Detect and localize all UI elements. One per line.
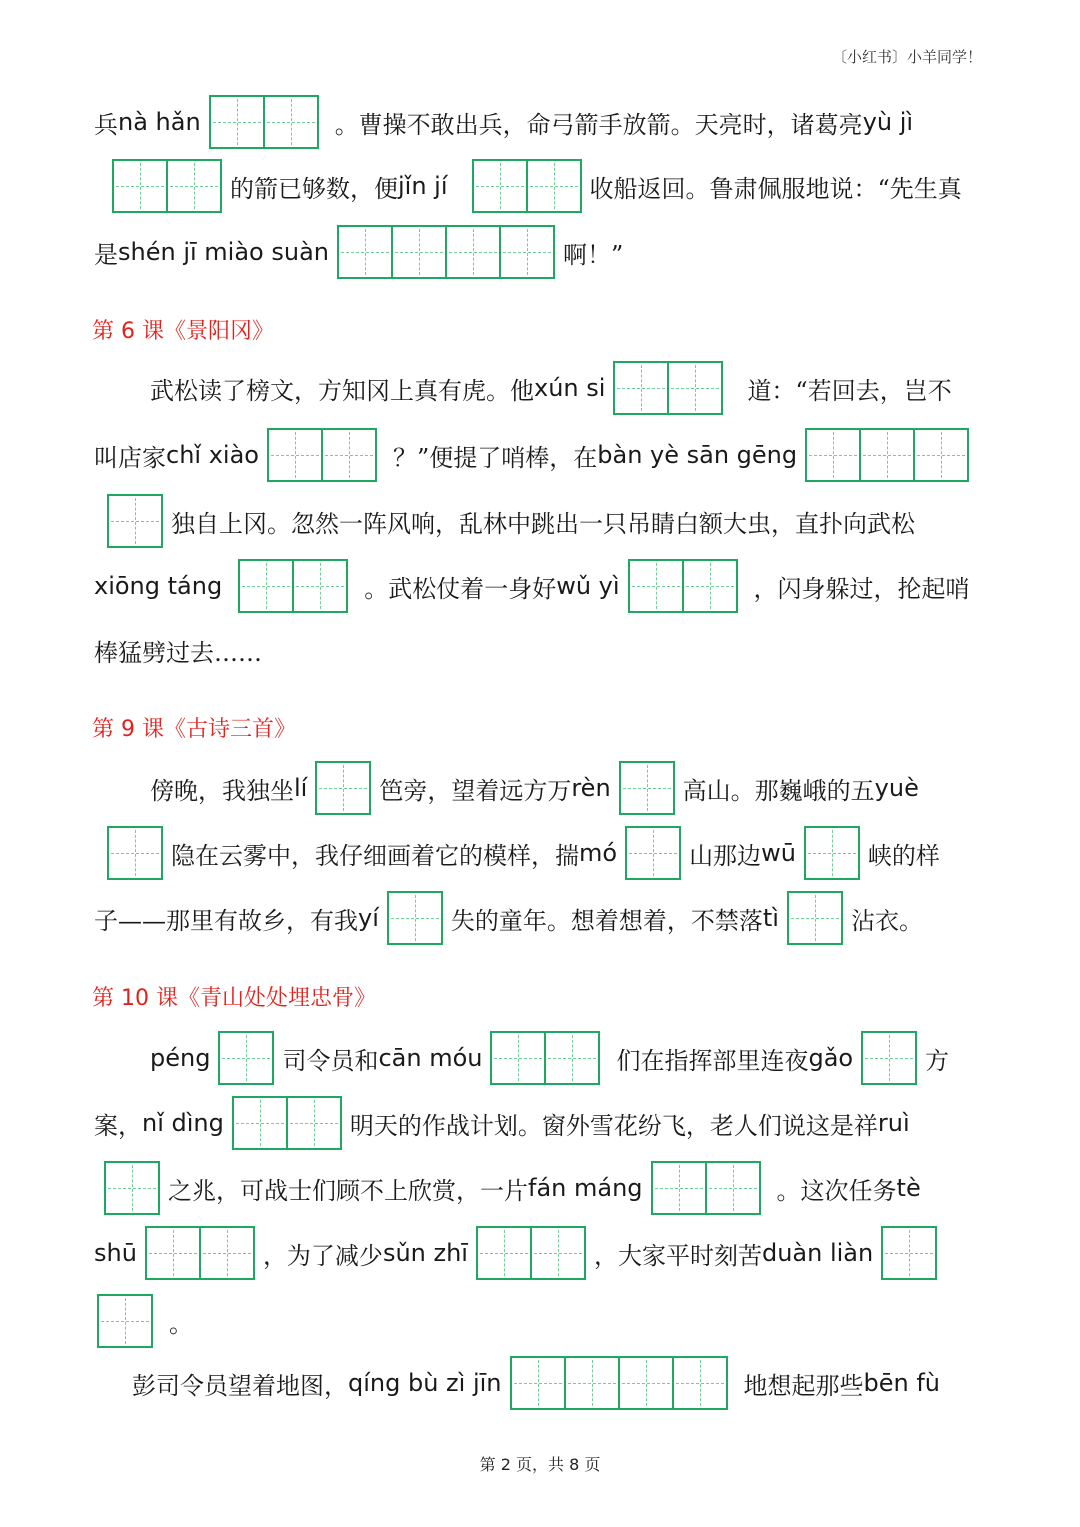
pinyin: bēn fù	[863, 1369, 940, 1397]
grid-cell[interactable]	[859, 428, 915, 482]
pinyin: gǎo	[808, 1044, 854, 1072]
page-number: 第 2 页，共 8 页	[479, 1455, 601, 1474]
grid-cell[interactable]	[682, 559, 738, 613]
grid-cell[interactable]	[564, 1356, 620, 1410]
answer-grid[interactable]	[613, 361, 723, 415]
grid-cell[interactable]	[476, 1226, 532, 1280]
pinyin: mó	[579, 839, 618, 867]
answer-grid[interactable]	[804, 826, 860, 880]
text-line: 。	[0, 1293, 1080, 1349]
text-line: 叫店家 chǐ xiào ？”便提了哨棒，在 bàn yè sān gēng	[0, 427, 1080, 483]
pinyin: péng	[150, 1044, 211, 1072]
grid-cell[interactable]	[97, 1294, 153, 1348]
grid-cell[interactable]	[628, 559, 684, 613]
answer-grid[interactable]	[337, 225, 555, 279]
grid-cell[interactable]	[625, 826, 681, 880]
pinyin: yí	[358, 904, 379, 932]
grid-cell[interactable]	[510, 1356, 566, 1410]
grid-cell[interactable]	[337, 225, 393, 279]
pinyin: tì	[762, 904, 779, 932]
grid-cell[interactable]	[292, 559, 348, 613]
text-line: 案， nǐ dìng 明天的作战计划。窗外雪花纷飞，老人们说这是祥 ruì	[0, 1095, 1080, 1151]
lesson-title: 第 6 课《景阳冈》	[92, 319, 274, 344]
answer-grid[interactable]	[787, 891, 843, 945]
text-line: 是 shén jī miào suàn 啊！”	[0, 224, 1080, 280]
answer-grid[interactable]	[107, 826, 163, 880]
text-line: 彭司令员望着地图， qíng bù zì jīn 地想起那些 bēn fù	[0, 1355, 1080, 1411]
answer-grid[interactable]	[628, 559, 738, 613]
grid-cell[interactable]	[881, 1226, 937, 1280]
answer-grid[interactable]	[112, 159, 222, 213]
pinyin: ruì	[877, 1109, 910, 1137]
text-line: 武松读了榜文，方知冈上真有虎。他 xún si 道：“若回去，岂不	[0, 360, 1080, 416]
pinyin: nǐ dìng	[142, 1109, 224, 1137]
grid-cell[interactable]	[804, 826, 860, 880]
answer-grid[interactable]	[651, 1161, 761, 1215]
answer-grid[interactable]	[238, 559, 348, 613]
answer-grid[interactable]	[881, 1226, 937, 1280]
grid-cell[interactable]	[321, 428, 377, 482]
pinyin: fán máng	[528, 1174, 643, 1202]
grid-cell[interactable]	[445, 225, 501, 279]
pinyin: jǐn jí	[398, 172, 448, 200]
text-line: 子——那里有故乡，有我 yí 失的童年。想着想着，不禁落 tì 沾衣。	[0, 890, 1080, 946]
grid-cell[interactable]	[232, 1096, 288, 1150]
text-line: xiōng táng 。武松仗着一身好 wǔ yì ，闪身躲过，抡起哨	[0, 558, 1080, 614]
pinyin: chǐ xiào	[166, 441, 259, 469]
grid-cell[interactable]	[913, 428, 969, 482]
pinyin: qíng bù zì jīn	[348, 1369, 502, 1397]
pinyin: shū	[94, 1239, 137, 1267]
answer-grid[interactable]	[267, 428, 377, 482]
grid-cell[interactable]	[667, 361, 723, 415]
pinyin: wǔ yì	[556, 572, 620, 600]
grid-cell[interactable]	[530, 1226, 586, 1280]
pinyin: shén jī miào suàn	[118, 238, 329, 266]
grid-cell[interactable]	[613, 361, 669, 415]
grid-cell[interactable]	[526, 159, 582, 213]
answer-grid[interactable]	[104, 1161, 160, 1215]
answer-grid[interactable]	[476, 1226, 586, 1280]
grid-cell[interactable]	[651, 1161, 707, 1215]
text-line: 隐在云雾中，我仔细画着它的模样，揣 mó 山那边 wū 峡的样	[0, 825, 1080, 881]
grid-cell[interactable]	[267, 428, 323, 482]
grid-cell[interactable]	[618, 1356, 674, 1410]
answer-grid[interactable]	[861, 1031, 917, 1085]
grid-cell[interactable]	[619, 761, 675, 815]
answer-grid[interactable]	[107, 494, 163, 548]
answer-grid[interactable]	[805, 428, 969, 482]
answer-grid[interactable]	[387, 891, 443, 945]
answer-grid[interactable]	[97, 1294, 153, 1348]
pinyin: duàn liàn	[761, 1239, 874, 1267]
text-line: 兵 nà hǎn 。曹操不敢出兵，命弓箭手放箭。天亮时，诸葛亮 yù jì	[0, 94, 1080, 150]
grid-cell[interactable]	[112, 159, 168, 213]
grid-cell[interactable]	[861, 1031, 917, 1085]
grid-cell[interactable]	[787, 891, 843, 945]
text-line: 独自上冈。忽然一阵风响，乱林中跳出一只吊睛白额大虫，直扑向武松	[0, 493, 1080, 549]
lesson-title: 第 9 课《古诗三首》	[92, 717, 296, 742]
pinyin: lí	[294, 774, 308, 802]
answer-grid[interactable]	[232, 1096, 342, 1150]
grid-cell[interactable]	[315, 761, 371, 815]
text-line: 的箭已够数，便 jǐn jí 收船返回。鲁肃佩服地说：“先生真	[0, 158, 1080, 214]
pinyin: tè	[896, 1174, 921, 1202]
grid-cell[interactable]	[499, 225, 555, 279]
grid-cell[interactable]	[490, 1031, 546, 1085]
pinyin: cān móu	[378, 1044, 483, 1072]
answer-grid[interactable]	[472, 159, 582, 213]
grid-cell[interactable]	[107, 494, 163, 548]
grid-cell[interactable]	[472, 159, 528, 213]
answer-grid[interactable]	[209, 95, 319, 149]
pinyin: xún si	[534, 374, 606, 402]
answer-grid[interactable]	[218, 1031, 274, 1085]
answer-grid[interactable]	[490, 1031, 600, 1085]
grid-cell[interactable]	[286, 1096, 342, 1150]
grid-cell[interactable]	[107, 826, 163, 880]
grid-cell[interactable]	[209, 95, 265, 149]
grid-cell[interactable]	[263, 95, 319, 149]
source-watermark: 〔小红书〕小羊同学！	[831, 48, 982, 66]
pinyin: xiōng táng	[94, 572, 223, 600]
grid-cell[interactable]	[166, 159, 222, 213]
pinyin: wū	[761, 839, 796, 867]
grid-cell[interactable]	[238, 559, 294, 613]
grid-cell[interactable]	[145, 1226, 201, 1280]
answer-grid[interactable]	[510, 1356, 728, 1410]
pinyin: nà hǎn	[118, 108, 201, 136]
grid-cell[interactable]	[104, 1161, 160, 1215]
lesson-title: 第 10 课《青山处处埋忠骨》	[92, 986, 376, 1011]
grid-cell[interactable]	[805, 428, 861, 482]
grid-cell[interactable]	[218, 1031, 274, 1085]
answer-grid[interactable]	[625, 826, 681, 880]
grid-cell[interactable]	[544, 1031, 600, 1085]
answer-grid[interactable]	[145, 1226, 255, 1280]
pinyin: rèn	[571, 774, 611, 802]
pinyin: bàn yè sān gēng	[597, 441, 798, 469]
text-line: 棒猛劈过去……	[94, 638, 262, 667]
answer-grid[interactable]	[315, 761, 371, 815]
grid-cell[interactable]	[672, 1356, 728, 1410]
text-line: péng 司令员和 cān móu 们在指挥部里连夜 gǎo 方	[0, 1030, 1080, 1086]
grid-cell[interactable]	[705, 1161, 761, 1215]
text-line: shū ，为了减少 sǔn zhī ，大家平时刻苦 duàn liàn	[0, 1225, 1080, 1281]
text-line: 之兆，可战士们顾不上欣赏，一片 fán máng 。这次任务 tè	[0, 1160, 1080, 1216]
grid-cell[interactable]	[199, 1226, 255, 1280]
text-line: 傍晚，我独坐 lí 笆旁，望着远方万 rèn 高山。那巍峨的五 yuè	[0, 760, 1080, 816]
pinyin: yuè	[874, 774, 919, 802]
pinyin: yù jì	[862, 108, 914, 136]
grid-cell[interactable]	[391, 225, 447, 279]
grid-cell[interactable]	[387, 891, 443, 945]
answer-grid[interactable]	[619, 761, 675, 815]
pinyin: sǔn zhī	[382, 1239, 468, 1267]
